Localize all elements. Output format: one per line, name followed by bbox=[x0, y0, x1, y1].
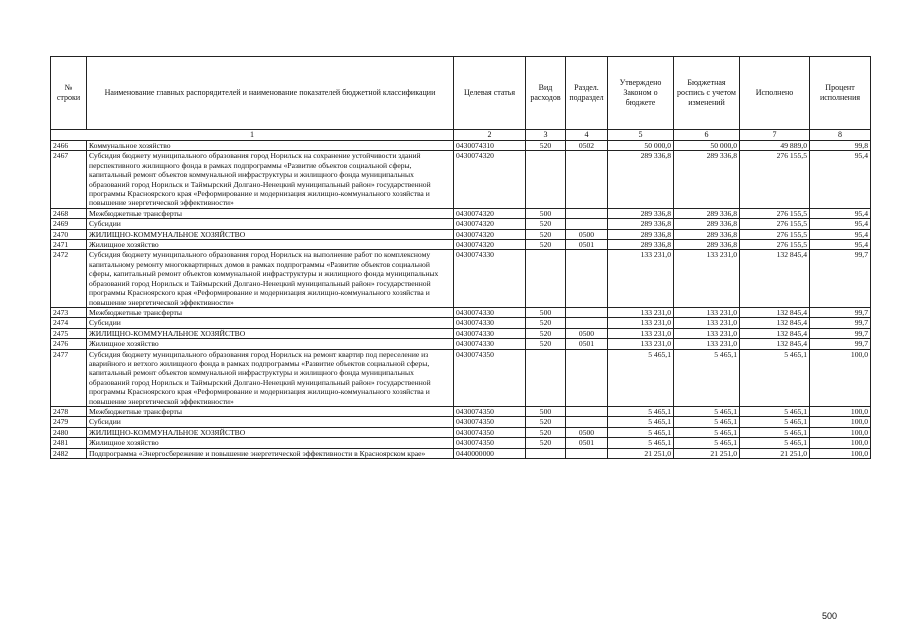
executed-amount: 5 465,1 bbox=[740, 406, 810, 416]
percent-executed: 100,0 bbox=[810, 448, 871, 458]
expense-type: 520 bbox=[526, 328, 566, 338]
row-name: Межбюджетные трансферты bbox=[87, 208, 454, 218]
expense-type bbox=[526, 448, 566, 458]
section-code bbox=[566, 318, 608, 328]
row-number: 2466 bbox=[51, 141, 87, 151]
row-name: Жилищное хозяйство bbox=[87, 240, 454, 250]
row-name: Подпрограмма «Энергосбережение и повышение энергетической эффективности в Красноярском крае» bbox=[87, 448, 454, 458]
target-article: 0430074330 bbox=[454, 328, 526, 338]
approved-amount: 289 336,8 bbox=[608, 240, 674, 250]
percent-executed: 95,4 bbox=[810, 229, 871, 239]
section-code bbox=[566, 417, 608, 427]
column-number: 7 bbox=[740, 130, 810, 141]
approved-amount: 5 465,1 bbox=[608, 427, 674, 437]
percent-executed: 95,4 bbox=[810, 208, 871, 218]
target-article: 0430074320 bbox=[454, 151, 526, 208]
section-code bbox=[566, 448, 608, 458]
approved-amount: 289 336,8 bbox=[608, 208, 674, 218]
percent-executed: 99,7 bbox=[810, 307, 871, 317]
budget-amount: 133 231,0 bbox=[674, 250, 740, 307]
expense-type: 520 bbox=[526, 240, 566, 250]
row-name: Субсидии bbox=[87, 318, 454, 328]
target-article: 0430074330 bbox=[454, 339, 526, 349]
expense-type bbox=[526, 250, 566, 307]
budget-amount: 289 336,8 bbox=[674, 151, 740, 208]
target-article: 0430074320 bbox=[454, 229, 526, 239]
budget-amount: 5 465,1 bbox=[674, 427, 740, 437]
table-row bbox=[51, 151, 871, 208]
executed-amount: 132 845,4 bbox=[740, 339, 810, 349]
row-number: 2474 bbox=[51, 318, 87, 328]
section-code bbox=[566, 151, 608, 208]
approved-amount: 289 336,8 bbox=[608, 151, 674, 208]
header-row-number: № строки bbox=[51, 57, 87, 130]
row-name: Субсидии bbox=[87, 417, 454, 427]
executed-amount: 132 845,4 bbox=[740, 250, 810, 307]
approved-amount: 50 000,0 bbox=[608, 141, 674, 151]
row-name: Субсидия бюджету муниципального образования город Норильск на ремонт квартир под переселение из аварийного и ветхого жилищного фонда в рамках подпрограммы «Развитие объектов социальной сферы, капитальный ремонт объектов коммунальной инфраструктуры и жилищного фонда муниципальных образований город Норильск и Таймырский Долгано-Ненецкий муниципальный район» государственной программы Красноярского края «Реформирование и модернизация жилищно-коммунального хозяйства и повышение энергетической эффективности» bbox=[87, 349, 454, 406]
header-approved: Утверждено Законом о бюджете bbox=[608, 57, 674, 130]
executed-amount: 132 845,4 bbox=[740, 318, 810, 328]
target-article: 0430074350 bbox=[454, 417, 526, 427]
percent-executed: 99,8 bbox=[810, 141, 871, 151]
approved-amount: 5 465,1 bbox=[608, 417, 674, 427]
target-article: 0430074330 bbox=[454, 318, 526, 328]
row-name: Межбюджетные трансферты bbox=[87, 406, 454, 416]
row-name: ЖИЛИЩНО-КОММУНАЛЬНОЕ ХОЗЯЙСТВО bbox=[87, 427, 454, 437]
table-row bbox=[51, 240, 871, 250]
section-code: 0500 bbox=[566, 229, 608, 239]
budget-amount: 133 231,0 bbox=[674, 318, 740, 328]
expense-type: 520 bbox=[526, 427, 566, 437]
expense-type: 520 bbox=[526, 318, 566, 328]
percent-executed: 95,4 bbox=[810, 219, 871, 229]
row-name: Субсидии bbox=[87, 219, 454, 229]
percent-executed: 99,7 bbox=[810, 318, 871, 328]
column-number: 3 bbox=[526, 130, 566, 141]
percent-executed: 100,0 bbox=[810, 438, 871, 448]
column-number: 6 bbox=[674, 130, 740, 141]
row-number: 2481 bbox=[51, 438, 87, 448]
header-target-article: Целевая статья bbox=[454, 57, 526, 130]
budget-amount: 133 231,0 bbox=[674, 339, 740, 349]
target-article: 0430074350 bbox=[454, 349, 526, 406]
table-row bbox=[51, 229, 871, 239]
percent-executed: 100,0 bbox=[810, 417, 871, 427]
section-code bbox=[566, 307, 608, 317]
header-executed: Исполнено bbox=[740, 57, 810, 130]
section-code: 0500 bbox=[566, 427, 608, 437]
approved-amount: 133 231,0 bbox=[608, 307, 674, 317]
percent-executed: 100,0 bbox=[810, 406, 871, 416]
budget-amount: 289 336,8 bbox=[674, 219, 740, 229]
target-article: 0430074320 bbox=[454, 208, 526, 218]
section-code bbox=[566, 208, 608, 218]
budget-amount: 21 251,0 bbox=[674, 448, 740, 458]
approved-amount: 133 231,0 bbox=[608, 328, 674, 338]
table-row bbox=[51, 318, 871, 328]
expense-type: 520 bbox=[526, 229, 566, 239]
executed-amount: 21 251,0 bbox=[740, 448, 810, 458]
expense-type: 520 bbox=[526, 219, 566, 229]
column-number: 8 bbox=[810, 130, 871, 141]
percent-executed: 99,7 bbox=[810, 250, 871, 307]
executed-amount: 276 155,5 bbox=[740, 219, 810, 229]
percent-executed: 100,0 bbox=[810, 349, 871, 406]
row-number: 2468 bbox=[51, 208, 87, 218]
expense-type: 520 bbox=[526, 438, 566, 448]
approved-amount: 5 465,1 bbox=[608, 438, 674, 448]
expense-type bbox=[526, 349, 566, 406]
expense-type: 500 bbox=[526, 208, 566, 218]
budget-amount: 5 465,1 bbox=[674, 349, 740, 406]
column-number: 1 bbox=[51, 130, 454, 141]
table-row bbox=[51, 438, 871, 448]
percent-executed: 99,7 bbox=[810, 328, 871, 338]
table-row bbox=[51, 208, 871, 218]
table-row bbox=[51, 328, 871, 338]
expense-type: 520 bbox=[526, 141, 566, 151]
table-row bbox=[51, 141, 871, 151]
budget-amount: 5 465,1 bbox=[674, 406, 740, 416]
header-section: Раздел. подраздел bbox=[566, 57, 608, 130]
approved-amount: 5 465,1 bbox=[608, 349, 674, 406]
target-article: 0430074330 bbox=[454, 307, 526, 317]
table-row bbox=[51, 307, 871, 317]
row-number: 2472 bbox=[51, 250, 87, 307]
section-code: 0501 bbox=[566, 339, 608, 349]
percent-executed: 100,0 bbox=[810, 427, 871, 437]
budget-amount: 133 231,0 bbox=[674, 328, 740, 338]
section-code bbox=[566, 406, 608, 416]
header-expense-type: Вид расходов bbox=[526, 57, 566, 130]
header-percent: Процент исполнения bbox=[810, 57, 871, 130]
approved-amount: 289 336,8 bbox=[608, 229, 674, 239]
column-number-row bbox=[51, 130, 871, 141]
table-row bbox=[51, 250, 871, 307]
row-number: 2467 bbox=[51, 151, 87, 208]
page-number: 500 bbox=[822, 611, 838, 621]
header-name: Наименование главных распорядителей и наименование показателей бюджетной классификации bbox=[87, 57, 454, 130]
target-article: 0430074350 bbox=[454, 427, 526, 437]
column-number: 5 bbox=[608, 130, 674, 141]
table-row bbox=[51, 427, 871, 437]
row-name: Жилищное хозяйство bbox=[87, 339, 454, 349]
row-name: Межбюджетные трансферты bbox=[87, 307, 454, 317]
executed-amount: 276 155,5 bbox=[740, 229, 810, 239]
target-article: 0440000000 bbox=[454, 448, 526, 458]
row-number: 2476 bbox=[51, 339, 87, 349]
approved-amount: 289 336,8 bbox=[608, 219, 674, 229]
budget-amount: 50 000,0 bbox=[674, 141, 740, 151]
target-article: 0430074320 bbox=[454, 240, 526, 250]
row-name: Жилищное хозяйство bbox=[87, 438, 454, 448]
expense-type: 500 bbox=[526, 406, 566, 416]
executed-amount: 5 465,1 bbox=[740, 438, 810, 448]
row-number: 2479 bbox=[51, 417, 87, 427]
header-budget-list: Бюджетная роспись с учетом изменений bbox=[674, 57, 740, 130]
budget-execution-table bbox=[50, 56, 871, 459]
section-code bbox=[566, 349, 608, 406]
table-row bbox=[51, 417, 871, 427]
table-row bbox=[51, 406, 871, 416]
expense-type: 500 bbox=[526, 307, 566, 317]
executed-amount: 49 889,0 bbox=[740, 141, 810, 151]
table-row bbox=[51, 219, 871, 229]
approved-amount: 133 231,0 bbox=[608, 250, 674, 307]
row-number: 2471 bbox=[51, 240, 87, 250]
table-body bbox=[51, 141, 871, 459]
percent-executed: 99,7 bbox=[810, 339, 871, 349]
executed-amount: 5 465,1 bbox=[740, 349, 810, 406]
row-number: 2473 bbox=[51, 307, 87, 317]
target-article: 0430074310 bbox=[454, 141, 526, 151]
row-number: 2470 bbox=[51, 229, 87, 239]
executed-amount: 276 155,5 bbox=[740, 208, 810, 218]
approved-amount: 21 251,0 bbox=[608, 448, 674, 458]
row-name: Субсидия бюджету муниципального образования город Норильск на сохранение устойчивости зданий перспективного жилищного фонда в рамках подпрограммы «Развитие объектов социальной сферы, капитальный ремонт объектов коммунальной инфраструктуры и жилищного фонда муниципальных образований город Норильск и Таймырский Долгано-Ненецкий муниципальный район» государственной программы Красноярского края «Реформирование и модернизация жилищно-коммунального хозяйства и повышение энергетической эффективности» bbox=[87, 151, 454, 208]
section-code: 0501 bbox=[566, 240, 608, 250]
expense-type: 520 bbox=[526, 339, 566, 349]
executed-amount: 276 155,5 bbox=[740, 240, 810, 250]
budget-amount: 5 465,1 bbox=[674, 417, 740, 427]
table-header-row bbox=[51, 57, 871, 130]
executed-amount: 5 465,1 bbox=[740, 417, 810, 427]
column-number: 4 bbox=[566, 130, 608, 141]
approved-amount: 133 231,0 bbox=[608, 318, 674, 328]
row-number: 2482 bbox=[51, 448, 87, 458]
budget-amount: 289 336,8 bbox=[674, 240, 740, 250]
expense-type bbox=[526, 151, 566, 208]
executed-amount: 132 845,4 bbox=[740, 307, 810, 317]
section-code: 0501 bbox=[566, 438, 608, 448]
target-article: 0430074350 bbox=[454, 438, 526, 448]
table-row bbox=[51, 349, 871, 406]
table-row bbox=[51, 448, 871, 458]
budget-amount: 289 336,8 bbox=[674, 208, 740, 218]
row-number: 2469 bbox=[51, 219, 87, 229]
target-article: 0430074330 bbox=[454, 250, 526, 307]
row-number: 2475 bbox=[51, 328, 87, 338]
percent-executed: 95,4 bbox=[810, 240, 871, 250]
executed-amount: 276 155,5 bbox=[740, 151, 810, 208]
column-number: 2 bbox=[454, 130, 526, 141]
executed-amount: 5 465,1 bbox=[740, 427, 810, 437]
section-code: 0500 bbox=[566, 328, 608, 338]
section-code: 0502 bbox=[566, 141, 608, 151]
budget-amount: 5 465,1 bbox=[674, 438, 740, 448]
approved-amount: 133 231,0 bbox=[608, 339, 674, 349]
approved-amount: 5 465,1 bbox=[608, 406, 674, 416]
executed-amount: 132 845,4 bbox=[740, 328, 810, 338]
row-name: Коммунальное хозяйство bbox=[87, 141, 454, 151]
budget-amount: 289 336,8 bbox=[674, 229, 740, 239]
budget-amount: 133 231,0 bbox=[674, 307, 740, 317]
row-name: ЖИЛИЩНО-КОММУНАЛЬНОЕ ХОЗЯЙСТВО bbox=[87, 328, 454, 338]
table-row bbox=[51, 339, 871, 349]
row-name: ЖИЛИЩНО-КОММУНАЛЬНОЕ ХОЗЯЙСТВО bbox=[87, 229, 454, 239]
row-number: 2480 bbox=[51, 427, 87, 437]
target-article: 0430074350 bbox=[454, 406, 526, 416]
expense-type: 520 bbox=[526, 417, 566, 427]
section-code bbox=[566, 219, 608, 229]
row-name: Субсидия бюджету муниципального образования город Норильск на выполнение работ по комплексному капитальному ремонту многоквартирных домов в рамках подпрограммы «Развитие объектов социальной сферы, капитальный ремонт объектов коммунальной инфраструктуры и жилищного фонда муниципальных образований город Норильск и Таймырский Долгано-Ненецкий муниципальный район» государственной программы Красноярского края «Реформирование и модернизация жилищно-коммунального хозяйства и повышение энергетической эффективности» bbox=[87, 250, 454, 307]
row-number: 2478 bbox=[51, 406, 87, 416]
row-number: 2477 bbox=[51, 349, 87, 406]
section-code bbox=[566, 250, 608, 307]
percent-executed: 95,4 bbox=[810, 151, 871, 208]
target-article: 0430074320 bbox=[454, 219, 526, 229]
